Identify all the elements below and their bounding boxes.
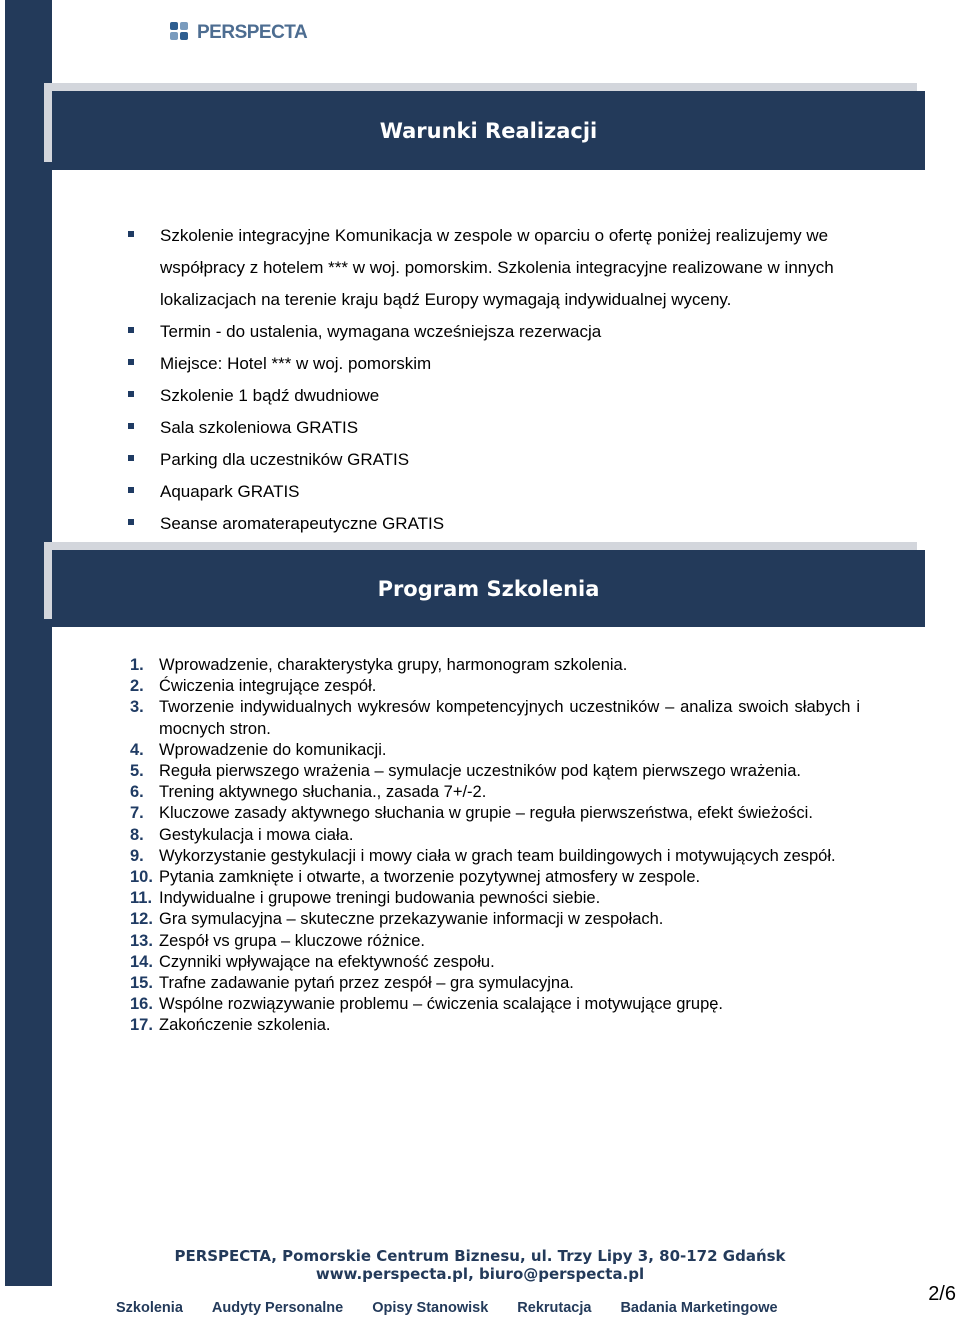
condition-text: Termin - do ustalenia, wymagana wcześniejsza rezerwacja <box>160 322 602 341</box>
program-item <box>130 846 860 867</box>
program-item-text: Indywidualne i grupowe treningi budowania pewności siebie. <box>159 889 601 908</box>
program-item-number: 3. <box>130 698 144 717</box>
program-item-number: 4. <box>130 740 144 759</box>
program-item-text: Zespół vs grupa – kluczowe różnice. <box>159 931 425 950</box>
condition-item <box>126 316 866 348</box>
condition-item <box>126 348 866 380</box>
condition-item <box>126 476 866 508</box>
program-item-text: Trafne zadawanie pytań przez zespół – gra symulacyjna. <box>159 974 574 993</box>
program-item-text: Pytania zamknięte i otwarte, a tworzenie pozytywnej atmosfery w zespole. <box>159 868 701 887</box>
program-item <box>130 888 860 909</box>
footer-link[interactable]: Opisy Stanowisk <box>372 1300 489 1316</box>
condition-item <box>126 220 866 316</box>
square-bullet-icon <box>128 423 134 429</box>
program-item-text: Zakończenie szkolenia. <box>159 1016 331 1035</box>
program-item <box>130 655 860 676</box>
program-item-text: Wspólne rozwiązywanie problemu – ćwiczenia scalające i motywujące grupę. <box>159 995 724 1014</box>
program-item-number: 16. <box>130 995 153 1014</box>
page-number: 2/6 <box>928 1283 956 1305</box>
program-item-text: Trening aktywnego słuchania., zasada 7+/-2. <box>159 783 487 802</box>
program-item-number: 14. <box>130 952 153 971</box>
condition-item <box>126 444 866 476</box>
condition-text: Sala szkoleniowa GRATIS <box>160 418 359 437</box>
program-item <box>130 1015 860 1036</box>
section-header-program <box>52 550 925 627</box>
footer-link[interactable]: Badania Marketingowe <box>620 1300 778 1316</box>
program-item <box>130 761 860 782</box>
program-item <box>130 931 860 952</box>
program-item-number: 5. <box>130 762 144 781</box>
program-item-number: 11. <box>130 889 153 908</box>
program-item <box>130 697 860 739</box>
condition-item <box>126 380 866 412</box>
square-bullet-icon <box>128 487 134 493</box>
section-title-warunki: Warunki Realizacji <box>379 118 598 143</box>
program-item-text: Czynniki wpływające na efektywność zespołu. <box>159 952 495 971</box>
condition-text: Seanse aromaterapeutyczne GRATIS <box>160 514 445 533</box>
program-item-number: 1. <box>130 656 144 674</box>
footer-link[interactable]: Rekrutacja <box>517 1300 592 1316</box>
perspecta-logo <box>170 16 307 50</box>
program-item-text: Gestykulacja i mowa ciała. <box>159 825 354 844</box>
program-item-number: 6. <box>130 783 144 802</box>
square-bullet-icon <box>128 455 134 461</box>
program-item-number: 10. <box>130 868 153 887</box>
program-item <box>130 825 860 846</box>
program-item-number: 13. <box>130 931 153 950</box>
program-list <box>130 655 860 1037</box>
square-bullet-icon <box>128 327 134 333</box>
program-item-number: 8. <box>130 825 144 844</box>
program-item <box>130 676 860 697</box>
program-item-number: 7. <box>130 804 144 823</box>
footer-link[interactable]: Szkolenia <box>116 1300 183 1316</box>
condition-item <box>126 412 866 444</box>
program-item <box>130 952 860 973</box>
program-item <box>130 867 860 888</box>
program-item <box>130 782 860 803</box>
program-item <box>130 740 860 761</box>
program-item-text: Kluczowe zasady aktywnego słuchania w grupie – reguła pierwszeństwa, efekt świeżości. <box>159 804 813 823</box>
footer-address: PERSPECTA, Pomorskie Centrum Biznesu, ul. Trzy Lipy 3, 80-172 Gdańsk <box>174 1247 786 1265</box>
program-item-number: 12. <box>130 910 153 929</box>
program-item <box>130 994 860 1015</box>
program-item-text: Wprowadzenie do komunikacji. <box>159 740 387 759</box>
section-header-warunki <box>52 91 925 170</box>
program-item-text: Reguła pierwszego wrażenia – symulacje uczestników pod kątem pierwszego wrażenia. <box>159 762 801 781</box>
program-item-text: Tworzenie indywidualnych wykresów kompetencyjnych uczestników – analiza swoich słabych i mocnych stron. <box>159 698 860 738</box>
program-item-number: 9. <box>130 846 144 865</box>
square-bullet-icon <box>128 359 134 365</box>
square-bullet-icon <box>128 391 134 397</box>
program-item <box>130 803 860 824</box>
condition-text: Parking dla uczestników GRATIS <box>160 450 410 469</box>
footer-link[interactable]: Audyty Personalne <box>211 1300 344 1316</box>
footer <box>0 1247 960 1283</box>
square-bullet-icon <box>128 519 134 525</box>
left-sidebar-bar <box>5 0 52 1286</box>
conditions-list <box>126 220 866 540</box>
program-item-text: Gra symulacyjna – skuteczne przekazywanie informacji w zespołach. <box>159 910 664 929</box>
condition-text: Szkolenie integracyjne Komunikacja w zespole w oparciu o ofertę poniżej realizujemy we współpracy z hotelem *** w woj. pomorskim. Szkolenia integracyjne realizowane w innych lokalizacjach na terenie kraju bądź Europy wymagają indywidualnej wyceny. <box>160 226 834 309</box>
condition-text: Aquapark GRATIS <box>160 482 300 501</box>
condition-item <box>126 508 866 540</box>
program-item-text: Wprowadzenie, charakterystyka grupy, harmonogram szkolenia. <box>159 656 628 674</box>
logo-text: PERSPECTA <box>197 22 308 43</box>
section-title-program: Program Szkolenia <box>377 576 600 601</box>
program-item-number: 15. <box>130 974 153 993</box>
program-item-number: 17. <box>130 1016 153 1035</box>
program-item <box>130 909 860 930</box>
square-bullet-icon <box>128 231 134 237</box>
program-item-number: 2. <box>130 677 144 696</box>
condition-text: Miejsce: Hotel *** w woj. pomorskim <box>160 354 432 373</box>
program-item-text: Wykorzystanie gestykulacji i mowy ciała w grach team buildingowych i motywujących zespół. <box>159 846 836 865</box>
footer-contact[interactable]: www.perspecta.pl, biuro@perspecta.pl <box>315 1265 645 1283</box>
footer-links <box>116 1300 807 1316</box>
logo-mark-icon <box>170 22 192 44</box>
condition-text: Szkolenie 1 bądź dwudniowe <box>160 386 380 405</box>
program-item-text: Ćwiczenia integrujące zespół. <box>159 677 377 696</box>
program-item <box>130 973 860 994</box>
